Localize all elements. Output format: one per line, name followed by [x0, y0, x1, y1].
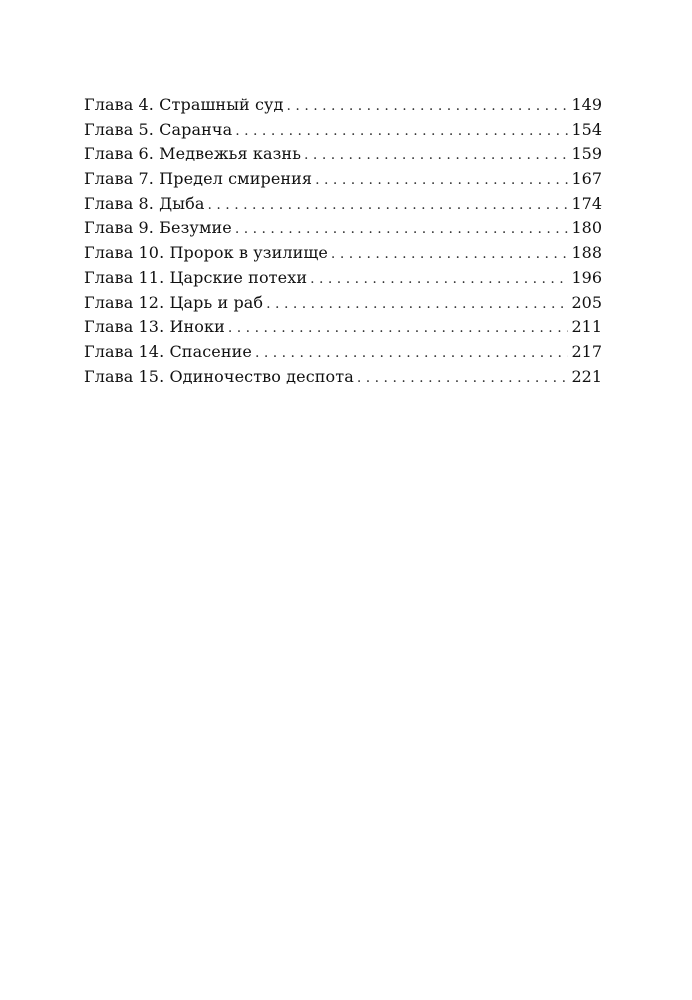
toc-entry-title: Глава 5. Саранча: [84, 119, 233, 139]
toc-entry-title: Глава 7. Предел смирения: [84, 169, 313, 189]
toc-entry-title: Глава 8. Дыба: [84, 193, 205, 213]
dot-leader: [235, 119, 568, 144]
dot-leader: [208, 193, 569, 218]
toc-entry-title: Глава 11. Царские потехи: [84, 267, 308, 287]
toc-entry: [84, 216, 602, 241]
toc-entry-page: 221: [571, 366, 602, 386]
toc-entry-title: Глава 12. Царь и раб: [84, 292, 264, 312]
toc-entry-page: 188: [571, 243, 602, 263]
toc-entry: [84, 340, 602, 365]
toc-entry: [84, 315, 602, 340]
toc-entry-title: Глава 4. Страшный суд: [84, 95, 284, 114]
dot-leader: [315, 168, 568, 193]
dot-leader: [228, 316, 569, 341]
dot-leader: [287, 94, 569, 119]
table-of-contents: [84, 93, 602, 389]
toc-entry: [84, 266, 602, 291]
toc-entry: [84, 142, 602, 167]
toc-entry-title: Глава 10. Пророк в узилище: [84, 243, 328, 263]
dot-leader: [331, 242, 569, 267]
toc-entry-title: Глава 13. Иноки: [84, 317, 225, 337]
toc-entry: [84, 93, 602, 118]
dot-leader: [304, 143, 568, 168]
toc-entry: [84, 365, 602, 390]
toc-entry: [84, 192, 602, 217]
toc-entry-title: Глава 6. Медвежья казнь: [84, 144, 302, 164]
toc-entry-page: 159: [571, 144, 602, 164]
toc-entry-page: 180: [571, 218, 602, 238]
dot-leader: [357, 366, 569, 391]
toc-entry-page: 149: [571, 95, 602, 114]
toc-entry-title: Глава 14. Спасение: [84, 341, 252, 361]
toc-entry-page: 174: [571, 193, 602, 213]
toc-entry-page: 196: [571, 267, 602, 287]
toc-entry: [84, 291, 602, 316]
toc-entry: [84, 241, 602, 266]
dot-leader: [255, 341, 569, 366]
toc-entry-page: 217: [571, 341, 602, 361]
dot-leader: [266, 292, 568, 317]
toc-entry-title: Глава 9. Безумие: [84, 218, 232, 238]
toc-entry-title: Глава 15. Одиночество деспота: [84, 366, 354, 386]
toc-entry-page: 211: [571, 317, 602, 337]
toc-entry: [84, 118, 602, 143]
toc-entry-page: 205: [571, 292, 602, 312]
dot-leader: [235, 217, 569, 242]
toc-entry-page: 167: [571, 169, 602, 189]
dot-leader: [310, 267, 568, 292]
toc-entry: [84, 167, 602, 192]
toc-entry-page: 154: [571, 119, 602, 139]
